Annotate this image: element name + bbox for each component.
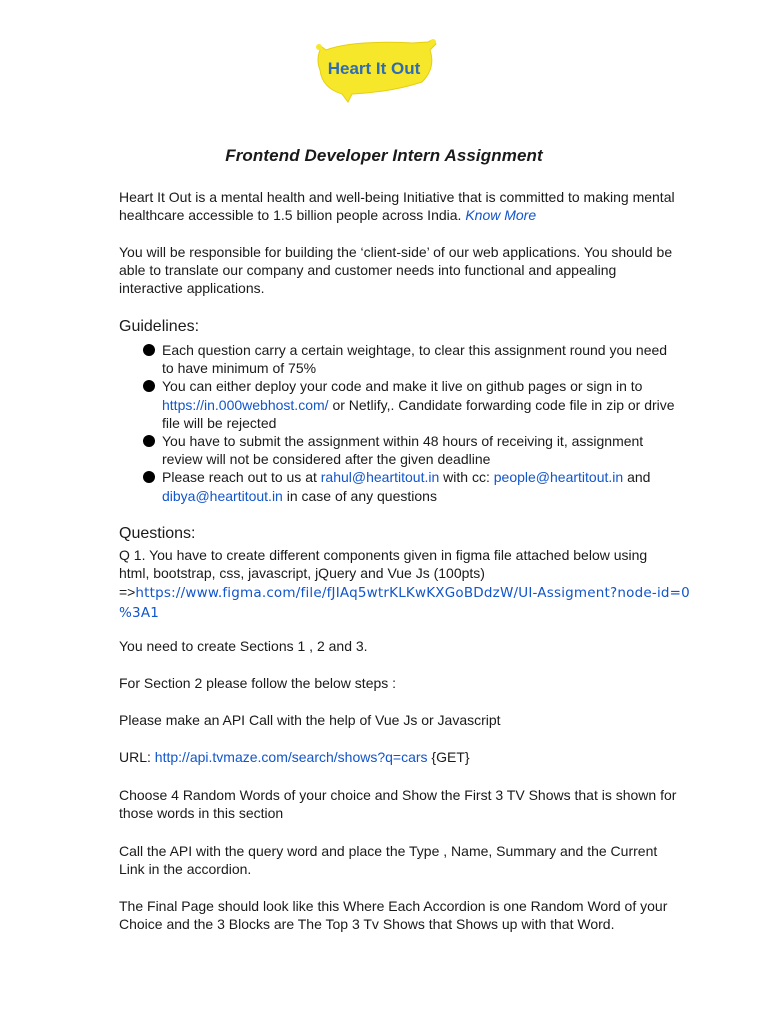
choose-text: Choose 4 Random Words of your choice and Show the First 3 TV Shows that is shown for those words in this section xyxy=(119,787,677,822)
list-item xyxy=(119,468,679,504)
intro-text: Heart It Out is a mental health and well-being Initiative that is committed to making mental healthcare accessible to 1.5 billion people across India. xyxy=(119,189,675,224)
figma-link-continued[interactable]: %3A1 xyxy=(119,605,160,621)
figma-link[interactable]: https://www.figma.com/file/fJIAq5wtrKLKwKXGoBDdzW/UI-Assigment?node-id=0 xyxy=(135,585,690,601)
email-link-people[interactable]: people@heartitout.in xyxy=(493,469,624,486)
list-item xyxy=(119,377,679,432)
guideline-text: You have to submit the assignment within 48 hours of receiving it, assignment review will not be considered after the given deadline xyxy=(162,433,644,468)
responsibility-paragraph xyxy=(119,243,679,298)
call-text: Call the API with the query word and place the Type , Name, Summary and the Current Link in the accordion. xyxy=(119,843,658,878)
logo-text: Heart It Out xyxy=(327,59,421,78)
bullet-icon xyxy=(143,344,155,356)
call-paragraph xyxy=(119,842,679,878)
api-url-link[interactable]: http://api.tvmaze.com/search/shows?q=cars xyxy=(154,749,428,765)
section2-text: For Section 2 please follow the below steps : xyxy=(119,675,397,691)
list-item xyxy=(119,341,679,377)
page-title: Frontend Developer Intern Assignment xyxy=(225,146,543,165)
question-1-text: Q 1. You have to create different components given in figma file attached below using html, bootstrap, css, javascript, jQuery and Vue Js (100pts) xyxy=(119,547,648,582)
figma-link-block xyxy=(119,583,719,623)
url-line xyxy=(119,749,679,765)
guideline-text: Please reach out to us at xyxy=(162,469,317,486)
guidelines-heading: Guidelines: xyxy=(119,318,200,335)
arrow-text: => xyxy=(119,584,136,600)
final-text: The Final Page should look like this Where Each Accordion is one Random Word of your Choice and the 3 Blocks are The Top 3 Tv Shows that Shows up with that Word. xyxy=(119,898,668,933)
url-label: URL: xyxy=(119,749,151,765)
responsibility-text: You will be responsible for building the ‘client-side’ of our web applications. You should be able to translate our company and customer needs into functional and appealing interactive applications. xyxy=(119,244,673,297)
choose-paragraph xyxy=(119,786,679,822)
email-link-dibya[interactable]: dibya@heartitout.in xyxy=(162,487,283,504)
final-paragraph xyxy=(119,897,679,933)
know-more-link[interactable]: Know More xyxy=(465,207,537,224)
guideline-text: Each question carry a certain weightage, to clear this assignment round you need to have minimum of 75% xyxy=(162,342,668,377)
guideline-text: and xyxy=(627,469,651,486)
list-item xyxy=(119,432,679,468)
guideline-text: or Netlify,. Candidate forwarding code file in zip or drive file will be rejected xyxy=(162,396,675,431)
guideline-text: You can either deploy your code and make it live on github pages or sign in to xyxy=(162,378,643,395)
intro-paragraph xyxy=(119,188,679,224)
heart-it-out-logo xyxy=(312,38,440,104)
guideline-text: in case of any questions xyxy=(286,487,437,504)
sections-text: You need to create Sections 1 , 2 and 3. xyxy=(119,638,368,654)
bullet-icon xyxy=(143,435,155,447)
questions-heading: Questions: xyxy=(119,525,196,542)
api-call-text: Please make an API Call with the help of Vue Js or Javascript xyxy=(119,712,501,728)
guidelines-list xyxy=(119,341,679,505)
bullet-icon xyxy=(143,380,155,392)
email-link-rahul[interactable]: rahul@heartitout.in xyxy=(320,469,440,486)
url-method: {GET} xyxy=(431,749,470,765)
question-1 xyxy=(119,546,679,582)
bullet-icon xyxy=(143,471,155,483)
guideline-text: with cc: xyxy=(443,469,490,486)
webhost-link[interactable]: https://in.000webhost.com/ xyxy=(162,396,329,413)
